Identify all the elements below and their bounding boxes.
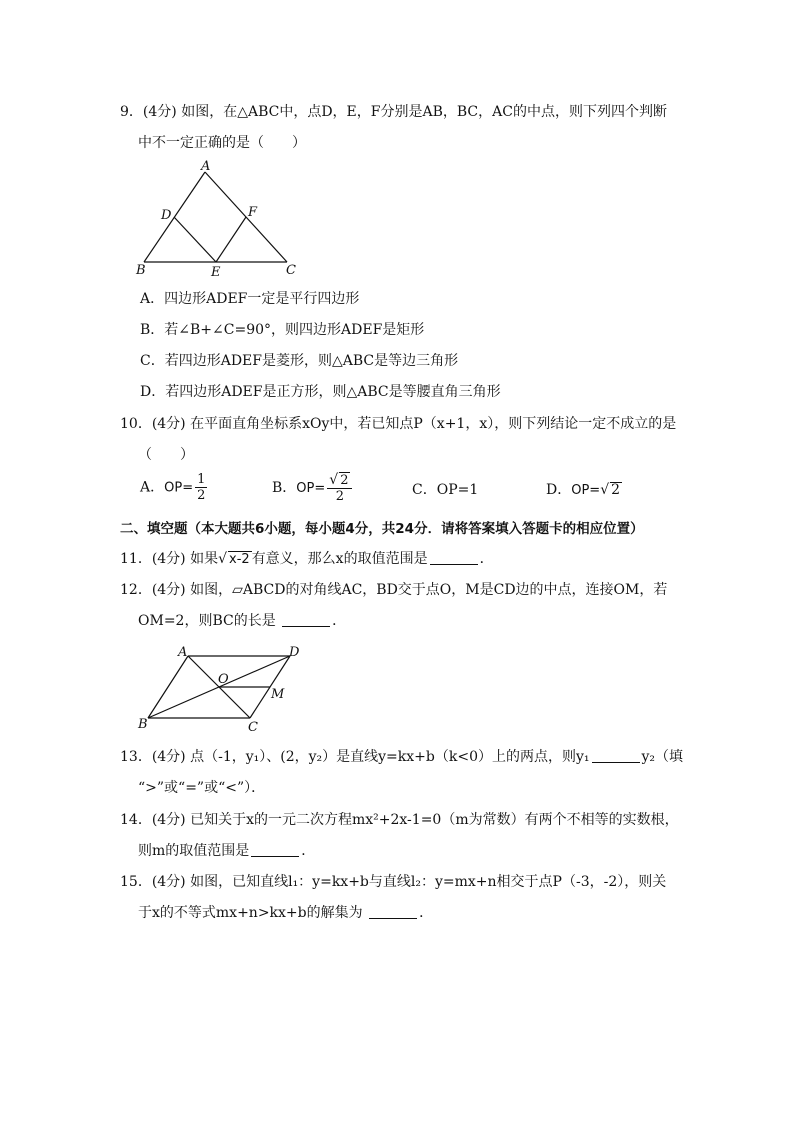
- q15-stem-line1: 15．(4分) 如图，已知直线l₁：y=kx+b与直线l₂：y=mx+n相交于点P（-3，-2），则关: [120, 874, 667, 890]
- q10-option-a: A．OP= $\frac{1}{2}$: [140, 472, 206, 503]
- q9-option-c: C．若四边形ADEF是菱形，则△ABC是等边三角形: [140, 353, 459, 369]
- label-m: M: [271, 687, 285, 702]
- label-a: A: [201, 159, 211, 174]
- label-d: D: [161, 208, 172, 223]
- q10-option-b: B．OP= $\frac{√ 2}{2}$: [272, 472, 354, 504]
- q12-stem-line1: 12．(4分) 如图，▱ABCD的对角线AC，BD交于点O，M是CD边的中点，连接OM，若: [120, 582, 668, 598]
- q15-answer-blank[interactable]: [369, 904, 417, 919]
- section-heading: 二、填空题（本大题共6小题，每小题4分，共24分．请将答案填入答题卡的相应位置）: [120, 521, 644, 537]
- q10-option-c: C．OP=1: [412, 482, 479, 498]
- label-c: C: [248, 720, 258, 734]
- label-e: E: [211, 265, 221, 280]
- q9-option-b: B．若∠B+∠C=90°，则四边形ADEF是矩形: [140, 322, 425, 338]
- segment-de: [174, 217, 216, 262]
- q13-stem-line2: “>”或“=”或“<”）．: [138, 780, 266, 796]
- q14-stem-line1: 14．(4分) 已知关于x的一元二次方程mx²+2x-1=0（m为常数）有两个不相等的实数根，: [120, 812, 679, 828]
- label-b: B: [138, 717, 148, 732]
- q9-stem-line1: 9．(4分) 如图，在△ABC中，点D，E，F分别是AB，BC，AC的中点，则下列四个判断: [120, 104, 667, 120]
- label-c: C: [286, 263, 296, 278]
- label-b: B: [136, 263, 146, 278]
- q14-stem-line2: 则m的取值范围是 ．: [138, 843, 316, 859]
- q13-stem-line1: 13．(4分) 点（-1，y₁）、(2，y₂）是直线y=kx+b（k<0）上的两点，则y₁ y₂（填: [120, 749, 684, 765]
- q12-stem-line2: OM=2，则BC的长是 ．: [138, 613, 347, 629]
- q9-option-a: A．四边形ADEF一定是平行四边形: [140, 291, 360, 307]
- label-o: O: [218, 672, 229, 687]
- parallelogram-figure: [132, 642, 312, 734]
- label-d: D: [289, 645, 300, 660]
- q10-stem-line2: （ ）: [138, 447, 194, 463]
- q9-stem-line2: 中不一定正确的是（ ）: [138, 135, 306, 151]
- q10-stem-line1: 10．(4分) 在平面直角坐标系xOy中，若已知点P（x+1，x），则下列结论一定不成立的是: [120, 416, 677, 432]
- q11-stem: 11．(4分) 如果√ x-2 有意义，那么x的取值范围是 ．: [120, 551, 494, 567]
- q13-answer-blank[interactable]: [592, 748, 640, 763]
- q12-answer-blank[interactable]: [282, 612, 330, 627]
- q10-option-d: D．OP=√ 2: [546, 482, 621, 498]
- q9-option-d: D．若四边形ADEF是正方形，则△ABC是等腰直角三角形: [140, 384, 501, 400]
- segment-ef: [216, 217, 246, 262]
- q11-answer-blank[interactable]: [430, 550, 478, 565]
- label-f: F: [248, 205, 258, 220]
- q15-stem-line2: 于x的不等式mx+n>kx+b的解集为 ．: [138, 905, 434, 921]
- triangle-figure: [130, 158, 310, 280]
- q14-answer-blank[interactable]: [251, 842, 299, 857]
- label-a: A: [178, 645, 188, 660]
